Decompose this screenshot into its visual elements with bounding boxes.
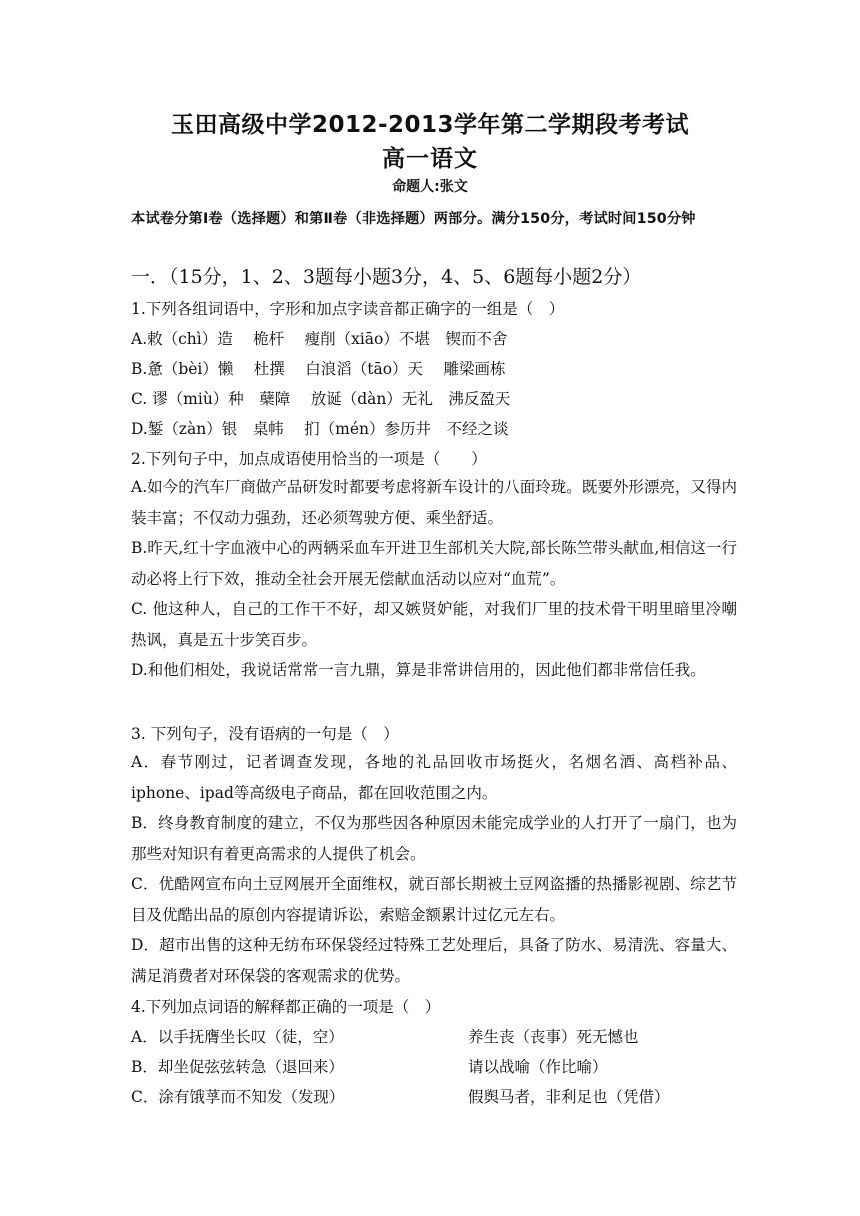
exam-title: 玉田高级中学2012-2013学年第二学期段考考试 bbox=[170, 112, 690, 138]
question-2-stem: 2.下列句子中，加点成语使用恰当的一项是（ ） bbox=[131, 450, 487, 468]
question-1-option-a: A.敕（chì）造 桅杆 瘦削（xiāo）不堪 锲而不舍 bbox=[131, 330, 508, 348]
section-heading: 一．（15分，1、2、3题每小题3分，4、5、6题每小题2分） bbox=[131, 266, 642, 288]
question-1-option-c: C. 谬（miù）种 蘖障 放诞（dàn）无礼 沸反盈天 bbox=[131, 390, 511, 408]
question-4-option-b-right: 请以战喻（作比喻） bbox=[468, 1058, 608, 1076]
exam-author: 命题人:张文 bbox=[392, 179, 468, 195]
question-4-option-c-left: C．涂有饿莩而不知发（发现） bbox=[131, 1088, 345, 1106]
question-1-stem: 1.下列各组词语中，字形和加点字读音都正确字的一组是（ ） bbox=[131, 300, 565, 318]
question-3-stem: 3. 下列句子，没有语病的一句是（ ） bbox=[131, 725, 399, 743]
question-3-option-a: A．春节刚过，记者调查发现，各地的礼品回收市场挺火，名烟名酒、高档补品、iphone、ipad等高级电子商品，都在回收范围之内。 bbox=[131, 753, 737, 802]
question-2-option-c: C. 他这种人，自己的工作干不好，却又嫉贤妒能，对我们厂里的技术骨干明里暗里冷嘲热讽，真是五十步笑百步。 bbox=[131, 600, 737, 649]
question-4-option-a-left: A．以手抚膺坐长叹（徒，空） bbox=[131, 1028, 344, 1046]
question-2-option-a: A.如今的汽车厂商做产品研发时都要考虑将新车设计的八面玲珑。既要外形漂亮，又得内装丰富；不仅动力强劲，还必须驾驶方便、乘坐舒适。 bbox=[131, 478, 737, 527]
question-3-option-c: C．优酷网宣布向土豆网展开全面维权，就百部长期被土豆网盗播的热播影视剧、综艺节目及优酷出品的原创内容提请诉讼，索赔金额累计过亿元左右。 bbox=[131, 875, 737, 924]
question-1-option-d: D.錾（zàn）银 桌帏 扪（mén）参历井 不经之谈 bbox=[131, 420, 509, 438]
question-3-option-d: D．超市出售的这种无纺布环保袋经过特殊工艺处理后，具备了防水、易清洗、容量大、满足消费者对环保袋的客观需求的优势。 bbox=[131, 936, 737, 985]
question-4-option-a-right: 养生丧（丧事）死无憾也 bbox=[468, 1028, 639, 1046]
question-4-option-c-right: 假舆马者，非利足也（凭借） bbox=[468, 1088, 670, 1106]
exam-intro: 本试卷分第Ⅰ卷（选择题）和第Ⅱ卷（非选择题）两部分。满分150分，考试时间150分钟 bbox=[131, 211, 696, 227]
question-2-option-b: B.昨天,红十字血液中心的两辆采血车开进卫生部机关大院,部长陈竺带头献血,相信这一行动必将上行下效，推动全社会开展无偿献血活动以应对“血荒”。 bbox=[131, 539, 737, 588]
question-4-option-b-left: B．却坐促弦弦转急（退回来） bbox=[131, 1058, 344, 1076]
exam-subtitle: 高一语文 bbox=[382, 146, 478, 172]
question-1-option-b: B.惫（bèi）懒 杜撰 白浪滔（tāo）天 雕梁画栋 bbox=[131, 360, 506, 378]
question-2-option-d: D.和他们相处，我说话常常一言九鼎，算是非常讲信用的，因此他们都非常信任我。 bbox=[131, 661, 706, 679]
question-4-stem: 4.下列加点词语的解释都正确的一项是（ ） bbox=[131, 998, 441, 1016]
question-3-option-b: B．终身教育制度的建立，不仅为那些因各种原因未能完成学业的人打开了一扇门，也为那些对知识有着更高需求的人提供了机会。 bbox=[131, 814, 737, 863]
